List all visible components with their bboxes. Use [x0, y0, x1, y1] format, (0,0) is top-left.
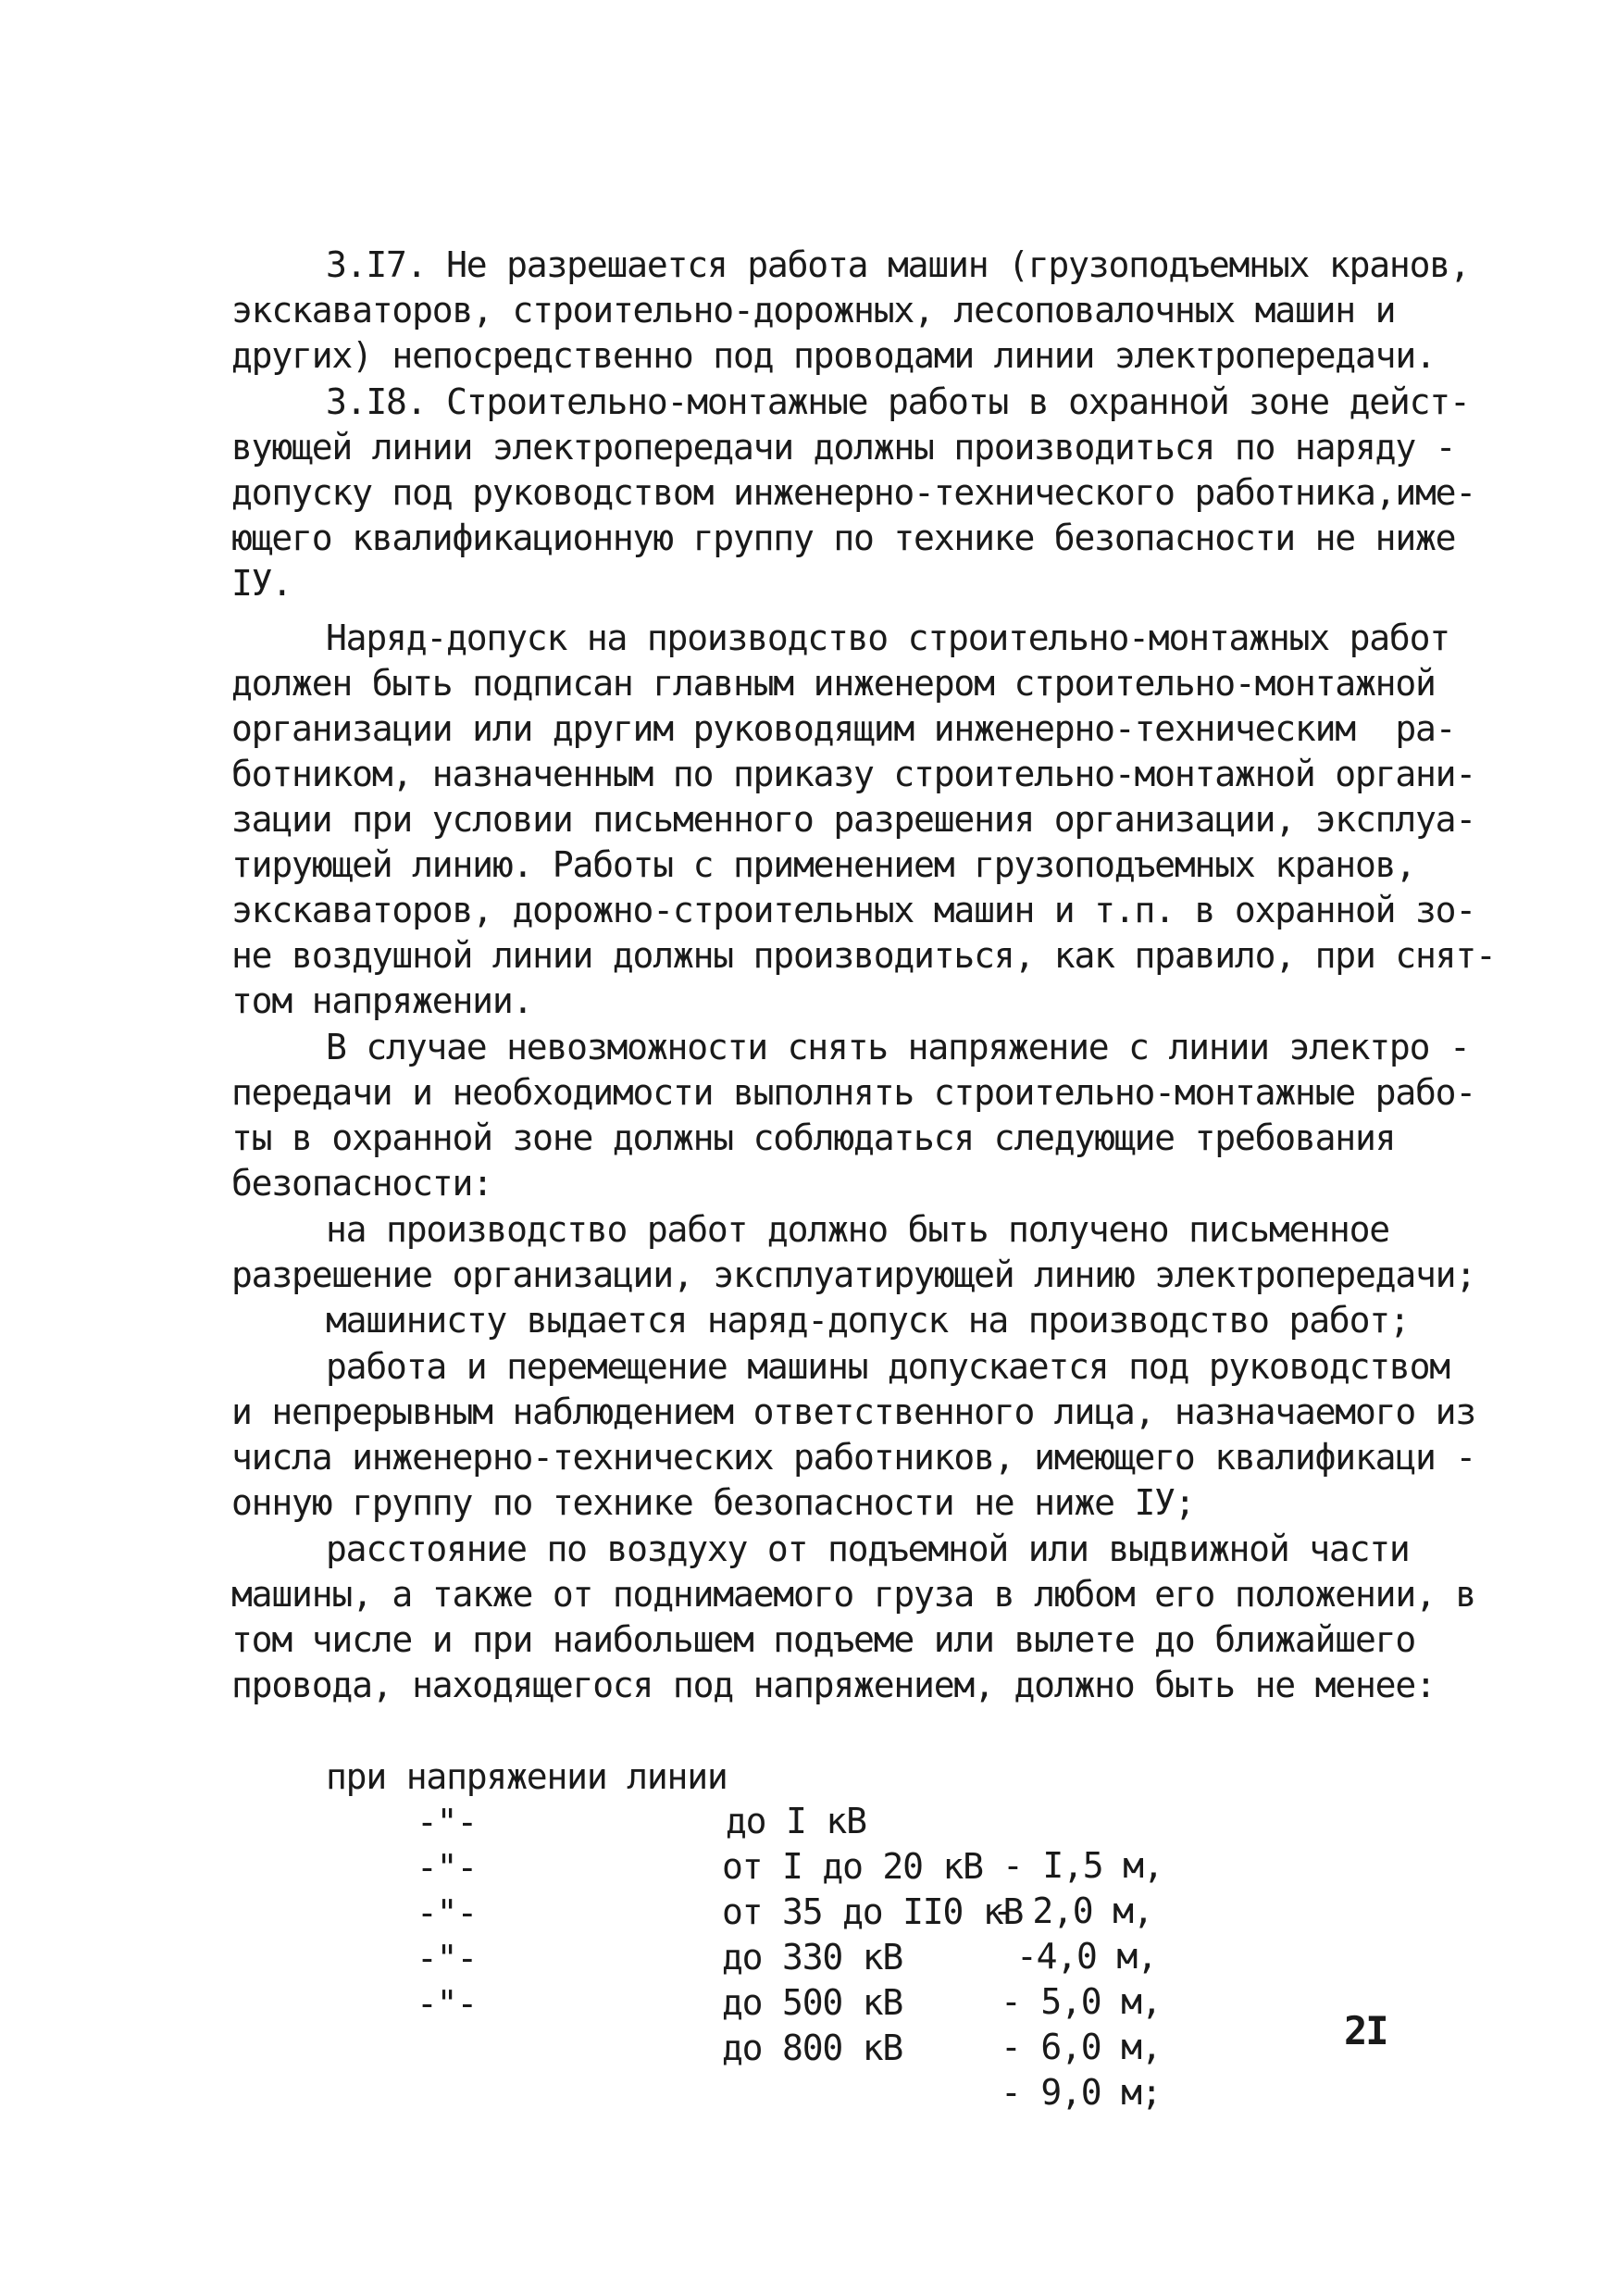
distance-prefix: -"- [417, 1802, 478, 1842]
text-line: В случае невозможности снять напряжение с линии электро - [326, 1027, 1470, 1067]
text-line: провода, находящегося под напряжением, должно быть не менее: [231, 1665, 1436, 1705]
text-line: ботником, назначенным по приказу строительно-монтажной органи- [231, 754, 1476, 794]
text-line: экскаваторов, дорожно-строительных машин и т.п. в охранной зо- [231, 890, 1476, 930]
text-line: машинисту выдается наряд-допуск на производство работ; [326, 1300, 1410, 1341]
distance-value: - I,5 м, [1002, 1845, 1163, 1886]
page-number: 2I [1344, 2008, 1387, 2053]
text-line: том числе и при наибольшем подъеме или вылете до ближайшего [231, 1619, 1415, 1660]
text-line: должен быть подписан главным инженером строительно-монтажной [231, 663, 1436, 704]
distance-value: - 9,0 м; [1001, 2072, 1162, 2113]
distance-value: - 5,0 м, [1001, 1981, 1162, 2022]
distance-prefix: при напряжении линии [326, 1756, 728, 1797]
text-line: допуску под руководством инженерно-технического работника,име- [231, 472, 1476, 513]
text-line: не воздушной линии должны производиться, как правило, при снят- [231, 935, 1496, 976]
text-line: 3.I8. Строительно-монтажные работы в охранной зоне дейст- [326, 381, 1470, 422]
text-line: безопасности: [231, 1163, 492, 1204]
text-line: онную группу по технике безопасности не ниже IУ; [231, 1482, 1195, 1523]
distance-value: -4,0 м, [1016, 1936, 1157, 1977]
text-line: том напряжении. [231, 980, 533, 1021]
distance-range: до 800 кВ [722, 2028, 903, 2068]
text-line: передачи и необходимости выполнять строительно-монтажные рабо- [231, 1072, 1476, 1113]
distance-prefix: -"- [417, 1938, 478, 1978]
text-line: вующей линии электропередачи должны производиться по наряду - [231, 427, 1456, 468]
distance-prefix: -"- [417, 1892, 478, 1933]
text-line: числа инженерно-технических работников, имеющего квалификаци - [231, 1437, 1476, 1478]
distance-value: - 6,0 м, [1001, 2027, 1162, 2067]
distance-range: от 35 до II0 кВ [722, 1891, 1024, 1932]
text-line: организации или другим руководящим инженерно-техническим ра- [231, 708, 1456, 749]
distance-prefix: -"- [417, 1847, 478, 1888]
text-line: ющего квалификационную группу по технике безопасности не ниже [231, 518, 1456, 558]
text-line: расстояние по воздуху от подъемной или выдвижной части [326, 1529, 1410, 1569]
text-line: Наряд-допуск на производство строительно-монтажных работ [326, 618, 1449, 658]
text-line: IУ. [231, 563, 292, 604]
text-line: зации при условии письменного разрешения организации, эксплуа- [231, 799, 1476, 840]
text-line: других) непосредственно под проводами линии электропередачи. [231, 335, 1436, 376]
text-line: на производство работ должно быть получено письменное [326, 1209, 1389, 1250]
text-line: 3.I7. Не разрешается работа машин (грузоподъемных кранов, [326, 244, 1470, 285]
distance-value: - 2,0 м, [992, 1890, 1153, 1931]
text-line: работа и перемещение машины допускается под руководством [326, 1346, 1449, 1387]
text-line: и непрерывным наблюдением ответственного лица, назначаемого из [231, 1391, 1476, 1432]
distance-range: до 500 кВ [722, 1982, 903, 2023]
text-line: экскаваторов, строительно-дорожных, лесоповалочных машин и [231, 290, 1396, 331]
distance-range: до I кВ [726, 1801, 866, 1841]
text-line: машины, а также от поднимаемого груза в любом его положении, в [231, 1574, 1476, 1615]
text-line: разрешение организации, эксплуатирующей линию электропередачи; [231, 1254, 1476, 1295]
text-line: тирующей линию. Работы с применением грузоподъемных кранов, [231, 844, 1415, 885]
distance-range: до 330 кВ [722, 1937, 903, 1978]
text-line: ты в охранной зоне должны соблюдаться следующие требования [231, 1117, 1396, 1158]
distance-prefix: -"- [417, 1983, 478, 2024]
distance-range: от I до 20 кВ [722, 1846, 983, 1887]
